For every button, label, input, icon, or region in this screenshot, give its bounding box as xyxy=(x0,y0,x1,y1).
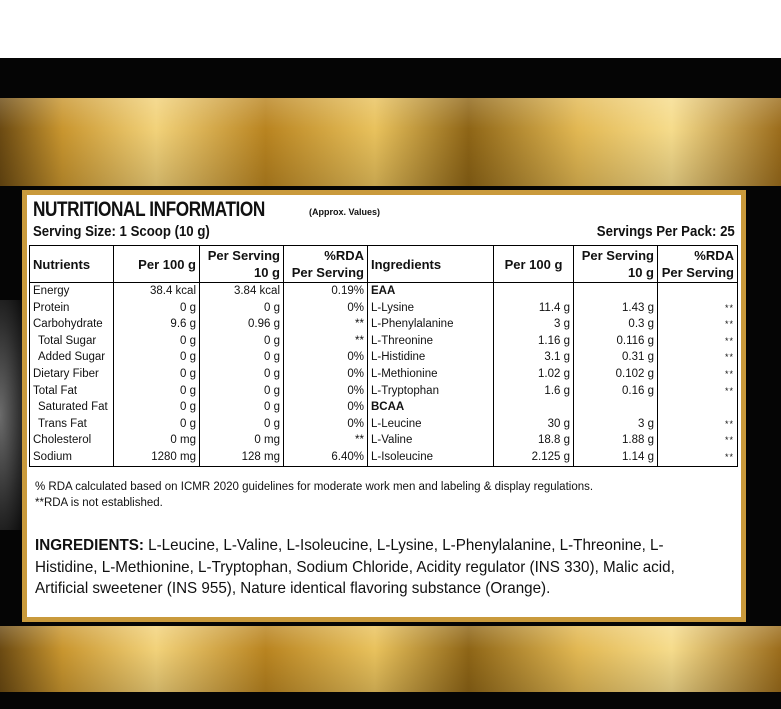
serving-size: Serving Size: 1 Scoop (10 g) xyxy=(33,223,210,240)
ingredient-rda: ** xyxy=(658,349,738,366)
header-rda-b-line2: Per Serving xyxy=(661,265,734,280)
nutrient-per-serving: 0 g xyxy=(200,416,284,433)
nutrient-per100: 1280 mg xyxy=(114,449,200,466)
ingredient-per-serving: 1.43 g xyxy=(574,300,658,317)
nutrient-rda: ** xyxy=(284,316,368,333)
nutrient-name: Dietary Fiber xyxy=(30,366,114,383)
nutrient-rda: 0% xyxy=(284,383,368,400)
ingredient-name: L-Threonine xyxy=(368,333,494,350)
nutrient-name: Energy xyxy=(30,283,114,300)
nutrient-rda: 0.19% xyxy=(284,283,368,300)
ingredient-per100: 2.125 g xyxy=(494,449,574,466)
header-rda-line1: %RDA xyxy=(324,248,364,263)
header-per-serving-line1: Per Serving xyxy=(207,248,280,263)
table-row xyxy=(30,383,738,400)
table-row xyxy=(30,333,738,350)
ingredient-name: L-Lysine xyxy=(368,300,494,317)
gold-band-bottom xyxy=(0,626,781,692)
footnotes xyxy=(35,479,593,511)
nutrient-name: Total Fat xyxy=(30,383,114,400)
header-per100: Per 100 g xyxy=(114,246,200,283)
header-nutrients: Nutrients xyxy=(30,246,114,283)
nutrient-per100: 0 g xyxy=(114,300,200,317)
ingredients-statement xyxy=(35,535,691,600)
ingredient-name: BCAA xyxy=(368,399,494,416)
nutrient-rda: 0% xyxy=(284,416,368,433)
ingredient-rda: ** xyxy=(658,416,738,433)
header-per-serving xyxy=(200,246,284,283)
ingredient-per-serving: 0.3 g xyxy=(574,316,658,333)
header-rda xyxy=(284,246,368,283)
ingredient-per100 xyxy=(494,399,574,416)
title-row xyxy=(33,198,316,222)
ingredient-per-serving: 0.31 g xyxy=(574,349,658,366)
header-per-serving-b xyxy=(574,246,658,283)
nutrient-per-serving: 0 g xyxy=(200,366,284,383)
ingredient-name: L-Methionine xyxy=(368,366,494,383)
ingredient-per-serving: 1.88 g xyxy=(574,432,658,449)
ingredient-per100: 30 g xyxy=(494,416,574,433)
nutrient-name: Added Sugar xyxy=(30,349,114,366)
ingredient-rda: ** xyxy=(658,300,738,317)
ingredient-per100: 1.6 g xyxy=(494,383,574,400)
nutrient-per-serving: 0.96 g xyxy=(200,316,284,333)
header-per-serving-b-line2: 10 g xyxy=(627,265,654,280)
ingredient-name: L-Isoleucine xyxy=(368,449,494,466)
header-per100-b: Per 100 g xyxy=(494,246,574,283)
ingredient-per100: 1.16 g xyxy=(494,333,574,350)
header-rda-b xyxy=(658,246,738,283)
ingredient-per-serving: 0.102 g xyxy=(574,366,658,383)
table-row xyxy=(30,316,738,333)
nutrient-name: Total Sugar xyxy=(30,333,114,350)
ingredient-per-serving xyxy=(574,283,658,300)
nutrient-per100: 9.6 g xyxy=(114,316,200,333)
nutrient-rda: ** xyxy=(284,333,368,350)
nutrient-per100: 0 mg xyxy=(114,432,200,449)
ingredients-heading: INGREDIENTS: xyxy=(35,537,144,554)
ingredient-per100: 18.8 g xyxy=(494,432,574,449)
nutrient-per-serving: 128 mg xyxy=(200,449,284,466)
header-ingredients: Ingredients xyxy=(368,246,494,283)
page-title: NUTRITIONAL INFORMATION xyxy=(33,198,265,221)
ingredient-per-serving xyxy=(574,399,658,416)
ingredient-per-serving: 1.14 g xyxy=(574,449,658,466)
ingredient-name: L-Leucine xyxy=(368,416,494,433)
nutrient-per-serving: 0 g xyxy=(200,383,284,400)
ingredient-name: L-Tryptophan xyxy=(368,383,494,400)
ingredient-name: EAA xyxy=(368,283,494,300)
header-per-serving-line2: 10 g xyxy=(253,265,280,280)
rda-not-established-note: **RDA is not established. xyxy=(35,497,163,509)
nutrient-per-serving: 0 g xyxy=(200,349,284,366)
ingredient-rda: ** xyxy=(658,316,738,333)
ingredient-per-serving: 0.16 g xyxy=(574,383,658,400)
ingredient-name: L-Valine xyxy=(368,432,494,449)
nutrient-per100: 0 g xyxy=(114,383,200,400)
nutrient-per-serving: 0 g xyxy=(200,333,284,350)
ingredient-rda: ** xyxy=(658,383,738,400)
nutrition-table xyxy=(29,245,738,467)
nutrient-per-serving: 3.84 kcal xyxy=(200,283,284,300)
header-per-serving-b-line1: Per Serving xyxy=(581,248,654,263)
nutrient-per-serving: 0 mg xyxy=(200,432,284,449)
nutrient-name: Trans Fat xyxy=(30,416,114,433)
ingredient-rda: ** xyxy=(658,449,738,466)
nutrient-per100: 0 g xyxy=(114,349,200,366)
table-row xyxy=(30,366,738,383)
ingredient-rda: ** xyxy=(658,366,738,383)
nutrient-rda: 0% xyxy=(284,349,368,366)
nutrient-rda: 0% xyxy=(284,366,368,383)
ingredients-text: L-Leucine, L-Valine, L-Isoleucine, L-Lysine, L-Phenylalanine, L-Threonine, L-Histidine, L-Methionine, L-Tryptophan, Sodium Chloride, Acidity regulator (INS 330), Malic acid, Artificial sweetener (INS 955), Nature identical flavoring substance (Orange). xyxy=(35,537,675,597)
nutrient-name: Protein xyxy=(30,300,114,317)
ingredient-rda xyxy=(658,283,738,300)
ingredient-per100: 3 g xyxy=(494,316,574,333)
table-row xyxy=(30,399,738,416)
nutrient-per-serving: 0 g xyxy=(200,399,284,416)
table-row xyxy=(30,416,738,433)
servings-per-pack: Servings Per Pack: 25 xyxy=(597,223,735,240)
nutrient-name: Cholesterol xyxy=(30,432,114,449)
nutrient-name: Carbohydrate xyxy=(30,316,114,333)
ingredient-name: L-Phenylalanine xyxy=(368,316,494,333)
table-header-row xyxy=(30,246,738,283)
table-row xyxy=(30,449,738,466)
ingredient-per-serving: 3 g xyxy=(574,416,658,433)
ingredient-per100: 3.1 g xyxy=(494,349,574,366)
header-rda-b-line1: %RDA xyxy=(694,248,734,263)
nutrition-label xyxy=(27,195,741,617)
header-rda-line2: Per Serving xyxy=(291,265,364,280)
nutrient-rda: 0% xyxy=(284,399,368,416)
ingredient-per-serving: 0.116 g xyxy=(574,333,658,350)
ingredient-per100: 1.02 g xyxy=(494,366,574,383)
nutrient-name: Sodium xyxy=(30,449,114,466)
table-row xyxy=(30,432,738,449)
nutrient-per-serving: 0 g xyxy=(200,300,284,317)
nutrient-rda: 6.40% xyxy=(284,449,368,466)
nutrient-rda: ** xyxy=(284,432,368,449)
rda-footnote: % RDA calculated based on ICMR 2020 guidelines for moderate work men and labeling & display regulations. xyxy=(35,481,594,493)
ingredient-per100 xyxy=(494,283,574,300)
table-row xyxy=(30,283,738,300)
ingredient-rda xyxy=(658,399,738,416)
approx-values-note: (Approx. Values) xyxy=(309,207,381,217)
nutrient-per100: 38.4 kcal xyxy=(114,283,200,300)
ingredient-per100: 11.4 g xyxy=(494,300,574,317)
ingredient-rda: ** xyxy=(658,333,738,350)
ingredient-rda: ** xyxy=(658,432,738,449)
nutrient-per100: 0 g xyxy=(114,399,200,416)
nutrient-per100: 0 g xyxy=(114,416,200,433)
gold-band-top xyxy=(0,98,781,186)
nutrient-per100: 0 g xyxy=(114,333,200,350)
table-row xyxy=(30,300,738,317)
ingredient-name: L-Histidine xyxy=(368,349,494,366)
table-row xyxy=(30,349,738,366)
nutrient-name: Saturated Fat xyxy=(30,399,114,416)
nutrient-rda: 0% xyxy=(284,300,368,317)
nutrient-per100: 0 g xyxy=(114,366,200,383)
